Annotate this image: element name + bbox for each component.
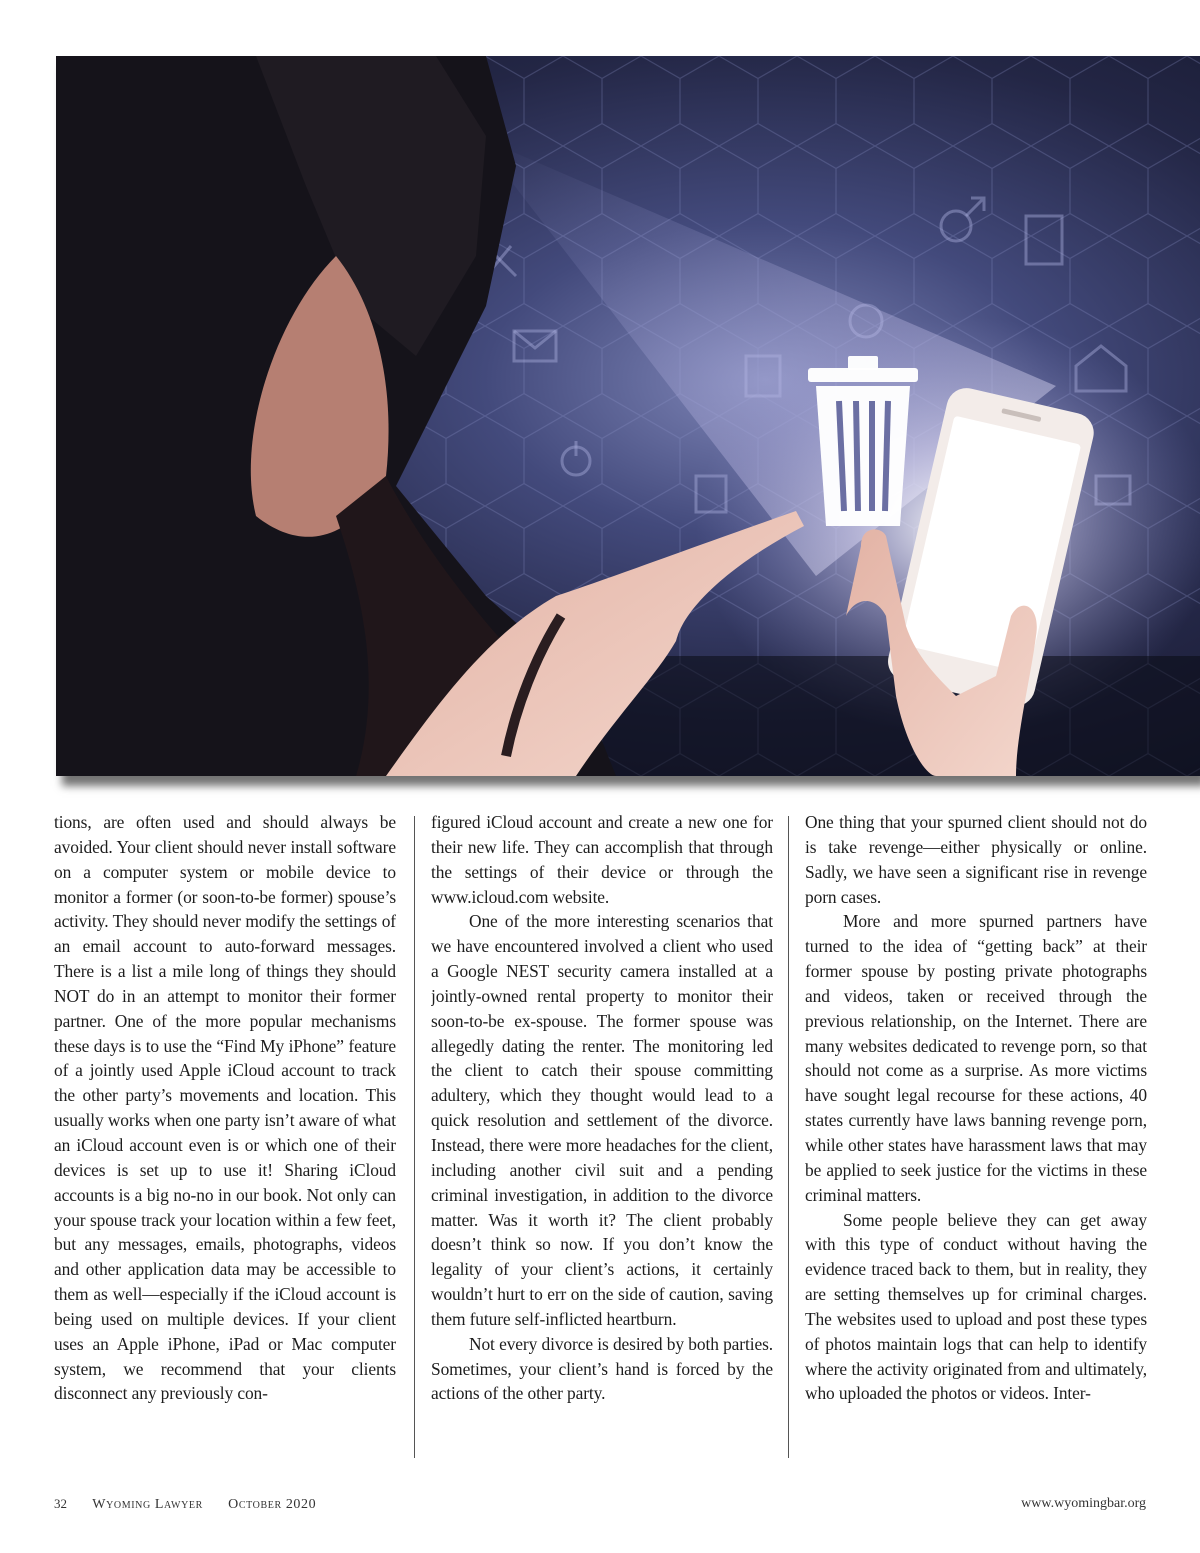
- column-2-paragraph-3: Not every divorce is desired by both parties. Sometimes, your client’s hand is forced by the actions of the other party.: [431, 1333, 773, 1404]
- photo-illustration: [56, 56, 1200, 776]
- column-3-paragraph-1: One thing that your spurned client should not do is take revenge—either physically or online. Sadly, we have seen a significant rise in revenge porn cases.: [805, 812, 1147, 907]
- column-3: [805, 810, 1147, 1460]
- column-divider-2: [788, 816, 789, 1458]
- column-2-paragraph-1: figured iCloud account and create a new one for their new life. They can accomplish that through the settings of their device or through the www.icloud.com website.: [431, 812, 773, 907]
- page-number: 32: [54, 1496, 67, 1511]
- column-3-paragraph-3: Some people believe they can get away with this type of conduct without having the evidence traced back to them, but in reality, they are setting themselves up for criminal charges. The websites used to upload and post these types of photos maintain logs that can help to identify where the activity originated from and ultimately, who uploaded the photos or videos. Inter-: [805, 1209, 1147, 1404]
- article-photo: [56, 56, 1200, 776]
- article-body: [54, 810, 1146, 1460]
- column-divider-1: [414, 816, 415, 1458]
- column-2: [431, 810, 773, 1460]
- column-3-paragraph-2: More and more spurned partners have turned to the idea of “getting back” at their former spouse by posting private photographs and videos, taken or received through the previous relationship, on the Internet. There are many websites dedicated to revenge porn, so that should not come as a surprise. As more victims have sought legal recourse for these actions, 40 states currently have laws banning revenge porn, while other states have harassment laws that may be applied to seek justice for the victims in these criminal matters.: [805, 911, 1147, 1205]
- issue-date: October 2020: [228, 1497, 317, 1512]
- footer-left: [54, 1496, 338, 1513]
- page-footer: [54, 1496, 1146, 1520]
- column-1: [54, 810, 396, 1460]
- column-1-paragraph-1: tions, are often used and should always be avoided. Your client should never install software on a computer system or mobile device to monitor a former (or soon-to-be former) spouse’s activity. They should never modify the settings of an email account to auto-forward messages. There is a list a mile long of things they should NOT do in an attempt to monitor their former partner. One of the more popular mechanisms these days is to use the “Find My iPhone” feature of a jointly used Apple iCloud account to track the other party’s movements and location. This usually works when one party isn’t aware of what an iCloud account even is or which one of their devices is set up to use it! Sharing iCloud accounts is a big no-no in our book. Not only can your spouse track your location within a few feet, but any messages, emails, photographs, videos and other application data may be accessible to them as well—especially if the iCloud account is being used on multiple devices. If your client uses an Apple iPhone, iPad or Mac computer system, we recommend that your clients disconnect any previously con-: [54, 812, 396, 1404]
- publication-name: Wyoming Lawyer: [92, 1497, 203, 1512]
- website-url: www.wyomingbar.org: [1021, 1496, 1146, 1511]
- column-2-paragraph-2: One of the more interesting scenarios that we have encountered involved a client who used a Google NEST security camera installed at a jointly-owned rental property to monitor their soon-to-be ex-spouse. The former spouse was allegedly dating the renter. The monitoring led the client to catch their spouse committing adultery, which they thought would lead to a quick resolution and settlement of the divorce. Instead, there were more headaches for the client, including another civil suit and a pending criminal investigation, in addition to the divorce matter. Was it worth it? The client probably doesn’t think so now. If you don’t know the legality of your client’s actions, it certainly wouldn’t hurt to err on the side of caution, saving them future self-inflicted heartburn.: [431, 911, 773, 1329]
